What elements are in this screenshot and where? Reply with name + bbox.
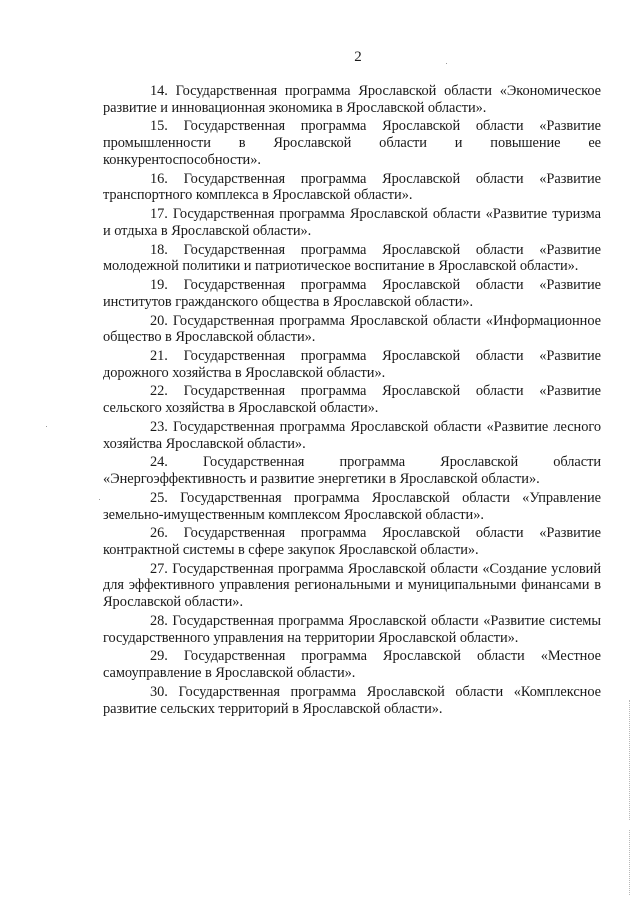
item-number: 25.: [150, 489, 168, 506]
item-number: 17.: [150, 206, 168, 223]
list-item: [103, 490, 601, 523]
item-text: Государственная программа Ярославской области «Развитие транспортного комплекса в Ярославской области».: [103, 170, 601, 204]
item-text: Государственная программа Ярославской области «Экономическое развитие и инновационная экономика в Ярославской области».: [103, 83, 601, 116]
page-number: 2: [354, 49, 362, 65]
item-number: 27.: [150, 560, 168, 577]
list-item: [103, 242, 601, 275]
item-text: Государственная программа Ярославской области «Развитие дорожного хозяйства в Ярославской области».: [103, 347, 601, 381]
item-number: 28.: [150, 612, 168, 629]
item-number: 30.: [150, 683, 168, 700]
item-number: 23.: [150, 418, 168, 435]
scan-speck: [46, 426, 47, 427]
scan-speck: [446, 63, 447, 64]
item-text: Государственная программа Ярославской области «Развитие промышленности в Ярославской области и повышение ее конкурентоспособности».: [103, 118, 601, 168]
item-text: Государственная программа Ярославской области «Управление земельно-имущественным комплексом Ярославской области».: [103, 489, 601, 523]
list-item: [103, 648, 601, 681]
item-number: 22.: [150, 383, 168, 400]
list-item: [103, 383, 601, 416]
list-item: [103, 454, 601, 487]
list-item: [103, 561, 601, 611]
item-text: Государственная программа Ярославской области «Развитие лесного хозяйства Ярославской области».: [103, 418, 601, 452]
item-number: 18.: [150, 241, 168, 258]
item-number: 14.: [150, 83, 168, 99]
scan-edge-mark: [629, 700, 630, 820]
item-text: Государственная программа Ярославской области «Развитие контрактной системы в сфере закупок Ярославской области».: [103, 525, 601, 558]
item-text: Государственная программа Ярославской области «Местное самоуправление в Ярославской области».: [103, 648, 601, 682]
item-text: Государственная программа Ярославской области «Развитие системы государственного управления на территории Ярославской области».: [103, 612, 601, 646]
item-number: 20.: [150, 312, 168, 329]
scan-edge-mark: [629, 830, 630, 895]
list-item: [103, 525, 601, 558]
list-item: [103, 171, 601, 204]
scan-speck: [99, 499, 100, 500]
item-text: Государственная программа Ярославской области «Создание условий для эффективного управления региональными и муниципальными финансами в Ярославской области».: [103, 560, 601, 611]
item-number: 21.: [150, 347, 168, 364]
list-item: [103, 348, 601, 381]
list-item: [103, 277, 601, 310]
item-number: 19.: [150, 277, 168, 294]
item-number: 15.: [150, 118, 168, 135]
item-text: Государственная программа Ярославской области «Энергоэффективность и развитие энергетики в Ярославской области».: [103, 454, 601, 488]
item-text: Государственная программа Ярославской области «Развитие туризма и отдыха в Ярославской области».: [103, 206, 601, 239]
list-item: [103, 206, 601, 239]
list-item: [103, 419, 601, 452]
list-item: [103, 83, 601, 116]
item-number: 16.: [150, 170, 168, 187]
program-list: [103, 83, 601, 719]
item-text: Государственная программа Ярославской области «Комплексное развитие сельских территорий в Ярославской области».: [103, 683, 601, 717]
list-item: [103, 313, 601, 346]
item-number: 24.: [150, 454, 168, 471]
item-text: Государственная программа Ярославской области «Развитие институтов гражданского общества в Ярославской области».: [103, 277, 601, 310]
item-text: Государственная программа Ярославской области «Информационное общество в Ярославской области».: [103, 312, 601, 346]
item-text: Государственная программа Ярославской области «Развитие сельского хозяйства в Ярославской области».: [103, 383, 601, 417]
item-number: 26.: [150, 525, 168, 542]
list-item: [103, 613, 601, 646]
list-item: [103, 118, 601, 168]
item-text: Государственная программа Ярославской области «Развитие молодежной политики и патриотическое воспитание в Ярославской области».: [103, 241, 601, 275]
item-number: 29.: [150, 648, 168, 665]
list-item: [103, 684, 601, 717]
